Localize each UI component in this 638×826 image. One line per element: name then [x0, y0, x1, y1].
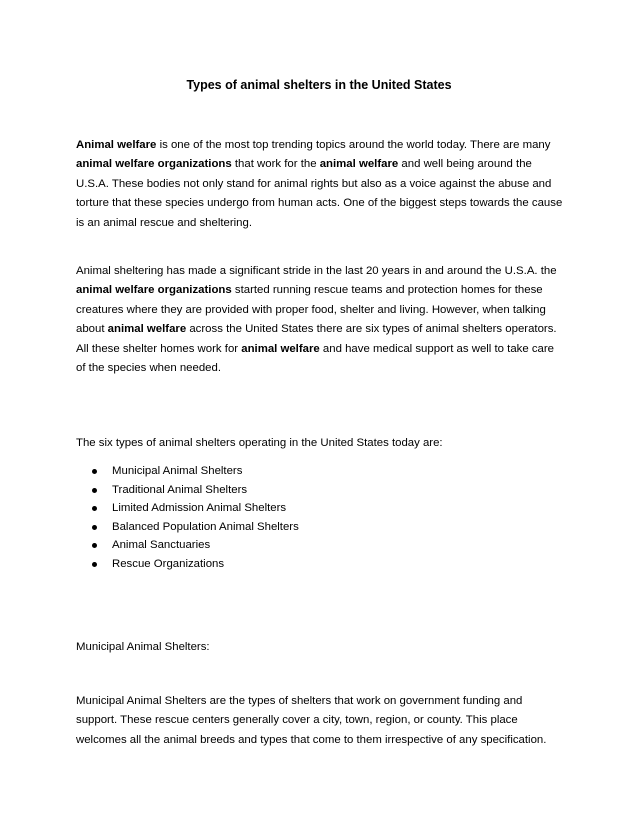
document-title: Types of animal shelters in the United States [186, 78, 452, 92]
list-item-label: Limited Admission Animal Shelters [112, 502, 287, 515]
bullet-icon [92, 506, 97, 511]
list-item-label: Balanced Population Animal Shelters [112, 520, 299, 533]
bold-term: Animal welfare [76, 139, 157, 151]
section-heading-municipal: Municipal Animal Shelters: [76, 641, 210, 653]
list-item [92, 481, 299, 500]
list-item [92, 555, 299, 574]
list-item [92, 462, 299, 481]
bullet-icon [92, 562, 97, 567]
bullet-icon [92, 469, 97, 474]
paragraph-text: started running rescue teams and protection homes for these creatures where they are provided with proper food, shelter and living. However, when talking about [76, 284, 546, 336]
list-item-label: Municipal Animal Shelters [112, 465, 243, 477]
paragraph-text: that work for the [231, 158, 320, 171]
paragraph-text: across the United States there are six types of animal shelters operators. All these shelter homes work for [76, 323, 557, 355]
sheltering-paragraph [76, 262, 566, 378]
bold-term: animal welfare organizations [76, 284, 232, 297]
list-item [92, 499, 299, 518]
bold-term: animal welfare [319, 158, 399, 171]
bullet-icon [92, 525, 97, 530]
list-item-label: Animal Sanctuaries [112, 539, 211, 552]
bold-term: animal welfare organizations [76, 158, 232, 171]
shelter-types-list [92, 462, 299, 574]
list-item [92, 536, 299, 555]
bullet-icon [92, 543, 97, 548]
bold-term: animal welfare [241, 342, 320, 355]
list-item-label: Rescue Organizations [112, 557, 225, 570]
list-item-label: Traditional Animal Shelters [112, 483, 248, 496]
types-intro-paragraph: The six types of animal shelters operating in the United States today are: [76, 437, 443, 449]
intro-paragraph [76, 136, 566, 233]
paragraph-text: and well being around the U.S.A. These bodies not only stand for animal rights but also as a voice against the abuse and torture that these species undergo from human acts. One of the biggest steps towards the cause is an animal rescue and sheltering. [76, 158, 563, 229]
list-item [92, 518, 299, 537]
paragraph-text: and have medical support as well to take care of the species when needed. [76, 342, 555, 375]
bullet-icon [92, 488, 97, 493]
paragraph-text: Animal sheltering has made a significant stride in the last 20 years in and around the U.S.A. the [76, 265, 557, 277]
paragraph-text: is one of the most top trending topics around the world today. There are many [156, 139, 551, 151]
municipal-paragraph: Municipal Animal Shelters are the types of shelters that work on government funding and support. These rescue centers generally cover a city, town, region, or county. This place welcomes all the animal breeds and types that come to them irrespective of any specification. [76, 695, 547, 746]
bold-term: animal welfare [107, 323, 187, 336]
